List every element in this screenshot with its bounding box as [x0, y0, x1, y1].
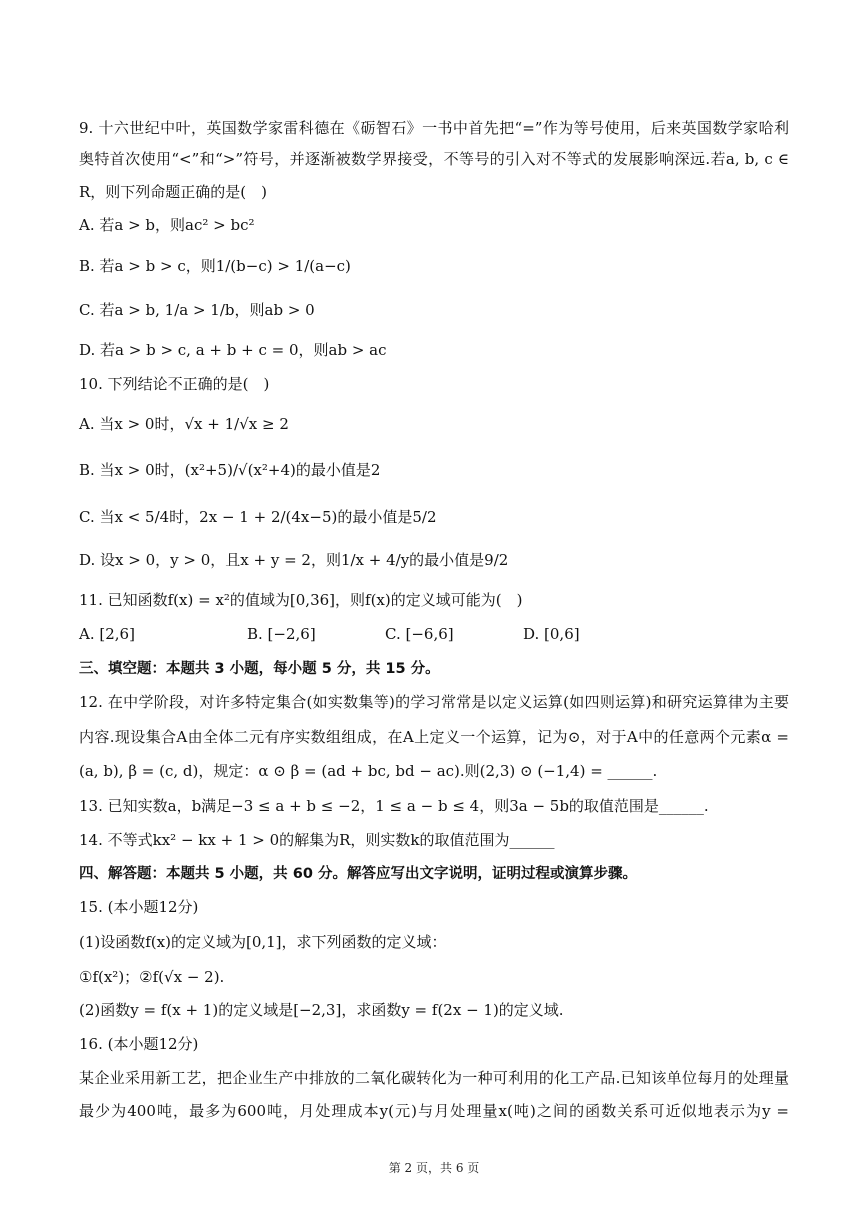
q9-stem-line-2: 奥特首次使用“<”和“>”符号，并逐渐被数学界接受，不等号的引入对不等式的发展影响深远.若a, b, c ∈: [79, 150, 789, 168]
q11-option-c: C. [−6,6]: [385, 625, 454, 643]
q15-part-1: (1)设函数f(x)的定义域为[0,1]，求下列函数的定义域：: [79, 933, 447, 951]
q11-option-d: D. [0,6]: [523, 625, 580, 643]
q15-header: 15. (本小题12分): [79, 898, 199, 916]
q14: 14. 不等式kx² − kx + 1 > 0的解集为R，则实数k的取值范围为______: [79, 831, 555, 849]
section-3-heading: 三、填空题：本题共 3 小题，每小题 5 分，共 15 分。: [79, 661, 440, 677]
q9-stem-line-3: R，则下列命题正确的是( ): [79, 183, 267, 201]
q10-option-d: D. 设x > 0，y > 0，且x + y = 2，则1/x + 4/y的最小值是9/2: [79, 551, 509, 569]
q9-stem-line-1: 9. 十六世纪中叶，英国数学家雷科德在《砺智石》一书中首先把“=”作为等号使用，后来英国数学家哈利: [79, 119, 789, 137]
q11-option-a: A. [2,6]: [79, 625, 135, 643]
q10-option-a: A. 当x > 0时，√x + 1/√x ≥ 2: [79, 415, 289, 433]
q9-option-a: A. 若a > b，则ac² > bc²: [79, 216, 255, 234]
q10-option-c: C. 当x < 5/4时，2x − 1 + 2/(4x−5)的最小值是5/2: [79, 508, 437, 526]
q15-part-2: (2)函数y = f(x + 1)的定义域是[−2,3]，求函数y = f(2x − 1)的定义域.: [79, 1001, 564, 1019]
q9-option-b: B. 若a > b > c，则1/(b−c) > 1/(a−c): [79, 257, 351, 275]
section-4-heading: 四、解答题：本题共 5 小题，共 60 分。解答应写出文字说明，证明过程或演算步骤。: [79, 866, 637, 882]
q10-option-b: B. 当x > 0时，(x²+5)/√(x²+4)的最小值是2: [79, 461, 381, 479]
q10-stem: 10. 下列结论不正确的是( ): [79, 375, 270, 393]
q16-line-2: 最少为400吨，最多为600吨，月处理成本y(元)与月处理量x(吨)之间的函数关系可近似地表示为y =: [79, 1102, 789, 1120]
q11-stem: 11. 已知函数f(x) = x²的值域为[0,36]，则f(x)的定义域可能为( ): [79, 591, 523, 609]
q9-option-d: D. 若a > b > c, a + b + c = 0，则ab > ac: [79, 341, 387, 359]
q12-line-3: (a, b), β = (c, d)，规定：α ⊙ β = (ad + bc, bd − ac).则(2,3) ⊙ (−1,4) = ______.: [79, 762, 658, 780]
q16-header: 16. (本小题12分): [79, 1035, 199, 1053]
q16-line-1: 某企业采用新工艺，把企业生产中排放的二氧化碳转化为一种可利用的化工产品.已知该单位每月的处理量: [79, 1069, 789, 1087]
q9-option-c: C. 若a > b, 1/a > 1/b，则ab > 0: [79, 301, 315, 319]
q13: 13. 已知实数a，b满足−3 ≤ a + b ≤ −2，1 ≤ a − b ≤ 4，则3a − 5b的取值范围是______.: [79, 797, 709, 815]
page-footer: 第 2 页，共 6 页: [388, 1161, 480, 1175]
q12-line-1: 12. 在中学阶段，对许多特定集合(如实数集等)的学习常常是以定义运算(如四则运算)和研究运算律为主要: [79, 693, 789, 711]
q15-part-1-items: ①f(x²)；②f(√x − 2).: [79, 968, 225, 986]
q12-line-2: 内容.现设集合A由全体二元有序实数组组成，在A上定义一个运算，记为⊙，对于A中的任意两个元素α =: [79, 728, 789, 746]
q11-option-b: B. [−2,6]: [247, 625, 316, 643]
